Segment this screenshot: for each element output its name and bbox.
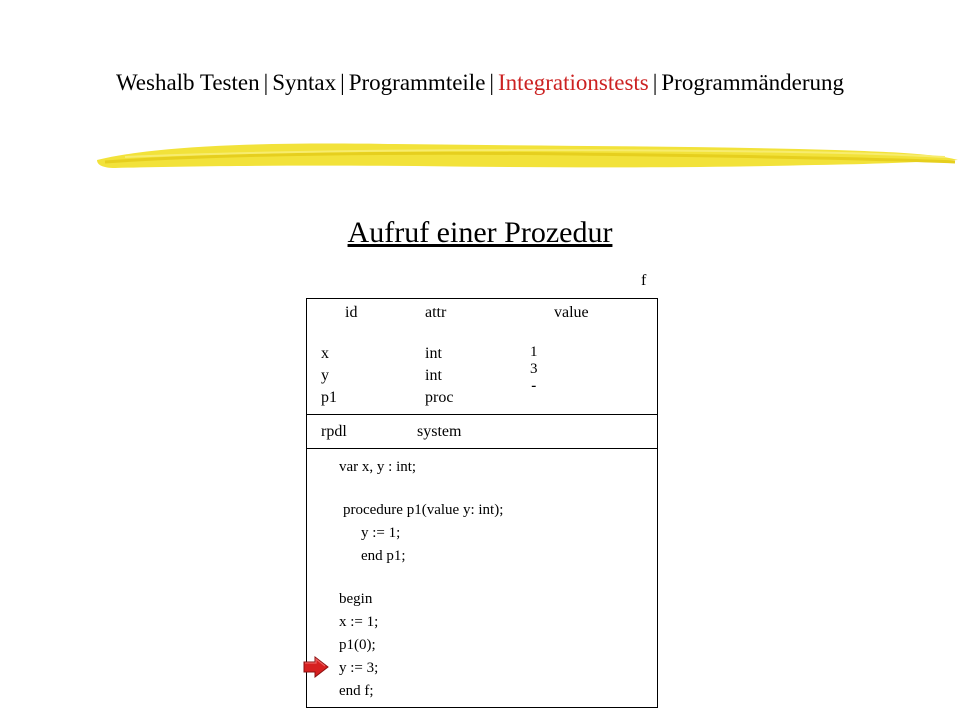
row-value: - xyxy=(531,378,537,394)
frame-variables xyxy=(306,326,658,415)
frame-name-label: f xyxy=(641,272,647,289)
code-line: x := 1; xyxy=(339,614,379,630)
row-value: 1 xyxy=(530,344,538,360)
header-attr: attr xyxy=(425,304,447,321)
header-id: id xyxy=(345,304,358,321)
code-line: var x, y : int; xyxy=(339,459,417,475)
nav-item-integrationstests[interactable]: Integrationstests xyxy=(498,70,649,95)
nav-item-programmteile[interactable]: Programmteile xyxy=(348,70,486,95)
row-id: y xyxy=(321,367,329,384)
header-value: value xyxy=(554,304,589,321)
nav-separator: | xyxy=(489,70,495,95)
frame-rpdl-row xyxy=(306,414,658,450)
rpdl-value: system xyxy=(417,423,462,440)
yellow-brush-stroke-icon xyxy=(95,138,960,178)
nav-separator: | xyxy=(652,70,658,95)
rpdl-label: rpdl xyxy=(321,423,347,440)
frame-header-row xyxy=(306,298,658,328)
row-attr: int xyxy=(425,345,442,362)
section-navigation xyxy=(0,70,960,96)
code-line: p1(0); xyxy=(339,637,376,653)
row-attr: int xyxy=(425,367,442,384)
code-line: y := 1; xyxy=(361,525,401,541)
row-id: x xyxy=(321,345,329,362)
red-arrow-icon xyxy=(303,656,329,678)
row-value: 3 xyxy=(530,361,538,377)
code-line: end p1; xyxy=(361,548,406,564)
nav-separator: | xyxy=(263,70,269,95)
code-line: begin xyxy=(339,591,373,607)
nav-item-programmaenderung[interactable]: Programmänderung xyxy=(661,70,845,95)
nav-item-syntax[interactable]: Syntax xyxy=(272,70,337,95)
row-attr: proc xyxy=(425,389,454,406)
slide-title: Aufruf einer Prozedur xyxy=(347,216,613,249)
code-line: end f; xyxy=(339,683,374,699)
code-listing xyxy=(306,448,658,708)
row-id: p1 xyxy=(321,389,337,406)
value-column xyxy=(530,344,538,395)
nav-separator: | xyxy=(340,70,345,95)
nav-item-weshalb-testen[interactable]: Weshalb Testen xyxy=(115,70,260,95)
code-line-current: y := 3; xyxy=(339,660,379,676)
code-line: procedure p1(value y: int); xyxy=(343,502,504,518)
id-column xyxy=(321,343,337,409)
attr-column xyxy=(425,343,453,409)
